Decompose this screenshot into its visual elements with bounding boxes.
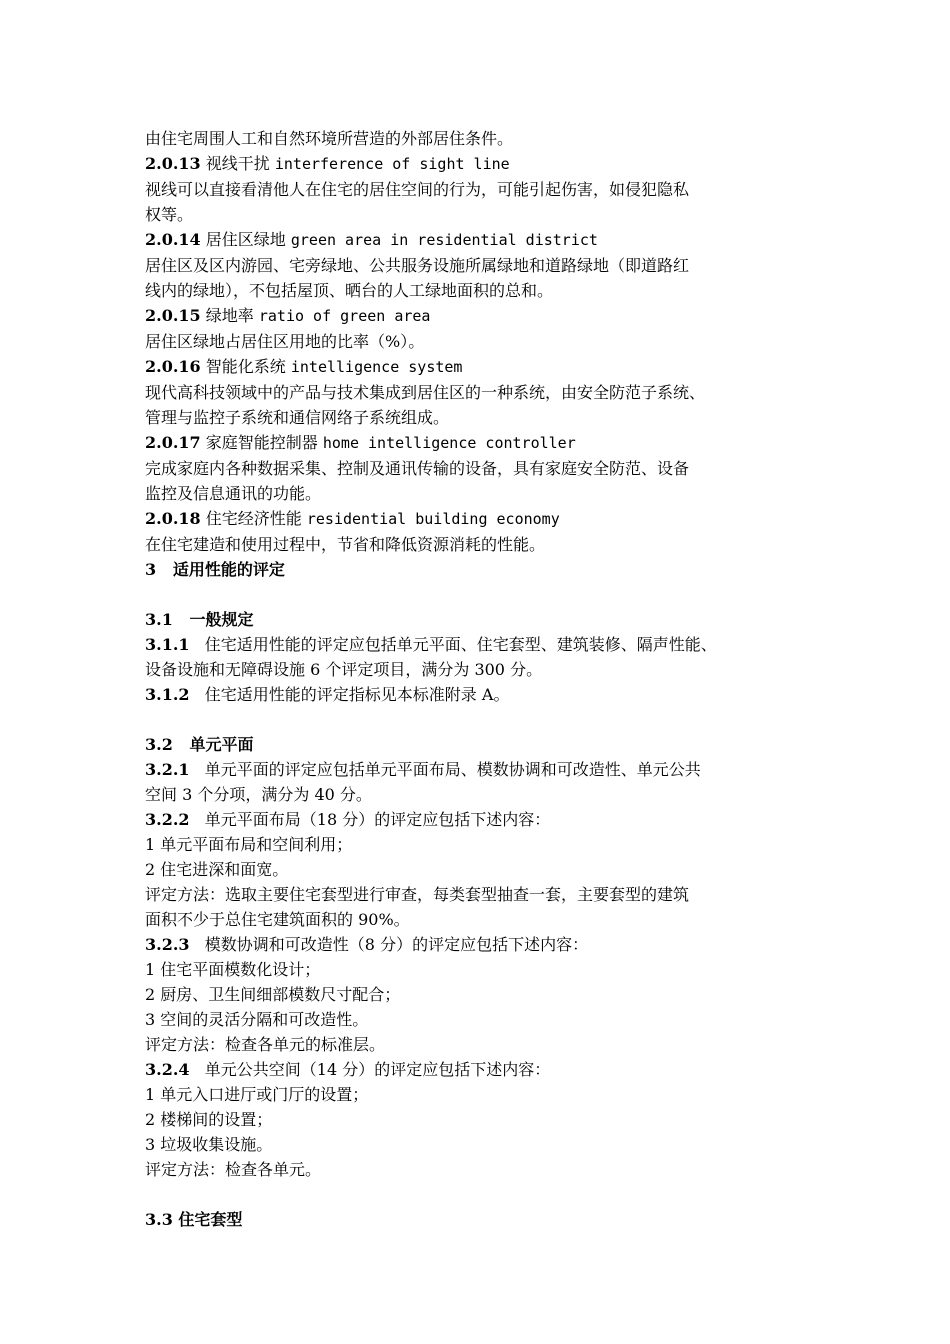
term-name: 智能化系统 [200,357,291,376]
clause-number: 2.0.16 [145,357,201,376]
term-english: ratio of green area [258,307,431,325]
clause-number: 2.0.13 [145,154,201,173]
clause-line [145,932,825,957]
term-english: interference of sight line [274,155,510,173]
clause-text: 单元平面布局（18 分）的评定应包括下述内容： [189,810,551,829]
clause-number: 2.0.14 [145,230,201,249]
blank-line [145,582,825,607]
body-text-line: 由住宅周围人工和自然环境所营造的外部居住条件。 [145,129,514,148]
body-text-line: 2 楼梯间的设置； [145,1110,273,1129]
clause-line [145,151,825,177]
body-text-line: 权等。 [145,205,194,224]
clause-number: 3.2.2 [145,810,190,829]
clause-number: 3.1.2 [145,685,190,704]
clause-number: 3.2.1 [145,760,190,779]
clause-text: 模数协调和可改造性（8 分）的评定应包括下述内容： [189,935,589,954]
body-text-line: 线内的绿地），不包括屋顶、晒台的人工绿地面积的总和。 [145,281,554,300]
body-text-line: 面积不少于总住宅建筑面积的 90%。 [145,910,410,929]
clause-line [145,354,825,380]
clause-number: 3.2.4 [145,1060,190,1079]
body-text-line: 2 住宅进深和面宽。 [145,860,289,879]
body-text-line: 管理与监控子系统和通信网络子系统组成。 [145,408,450,427]
section-heading: 3.2 单元平面 [145,735,254,754]
clause-line [145,632,825,657]
body-text-line: 3 空间的灵活分隔和可改造性。 [145,1010,369,1029]
term-english: home intelligence controller [322,434,576,452]
body-text-line: 完成家庭内各种数据采集、控制及通讯传输的设备，具有家庭安全防范、设备 [145,459,690,478]
body-text-line: 1 住宅平面模数化设计； [145,960,321,979]
term-english: green area in residential district [290,231,598,249]
clause-text: 住宅适用性能的评定指标见本标准附录 A。 [189,685,510,704]
clause-number: 2.0.15 [145,306,201,325]
section-heading: 3.3 住宅套型 [145,1210,243,1229]
term-english: residential building economy [306,510,560,528]
clause-number: 3.2.3 [145,935,190,954]
body-text-line: 评定方法：选取主要住宅套型进行审查，每类套型抽查一套，主要套型的建筑 [145,885,690,904]
body-text-line: 1 单元入口进厅或门厅的设置； [145,1085,369,1104]
body-text-line: 2 厨房、卫生间细部模数尺寸配合； [145,985,401,1004]
clause-line [145,430,825,456]
clause-line [145,227,825,253]
section-heading: 3.1 一般规定 [145,610,254,629]
term-name: 绿地率 [200,306,259,325]
body-text-line: 在住宅建造和使用过程中，节省和降低资源消耗的性能。 [145,535,546,554]
clause-text: 单元平面的评定应包括单元平面布局、模数协调和可改造性、单元公共 [189,760,701,779]
body-text-line: 现代高科技领域中的产品与技术集成到居住区的一种系统，由安全防范子系统、 [145,383,706,402]
blank-line [145,707,825,732]
term-name: 视线干扰 [200,154,275,173]
clause-line [145,757,825,782]
clause-line [145,682,825,707]
body-text-line: 设备设施和无障碍设施 6 个评定项目，满分为 300 分。 [145,660,543,679]
term-english: intelligence system [290,358,463,376]
clause-number: 2.0.18 [145,509,201,528]
body-text-line: 评定方法：检查各单元。 [145,1160,322,1179]
clause-line [145,506,825,532]
body-text-line: 1 单元平面布局和空间利用； [145,835,353,854]
document-page [145,126,825,1232]
clause-number: 2.0.17 [145,433,201,452]
clause-text: 单元公共空间（14 分）的评定应包括下述内容： [189,1060,551,1079]
body-text-line: 监控及信息通讯的功能。 [145,484,322,503]
body-text-line: 空间 3 个分项，满分为 40 分。 [145,785,372,804]
clause-number: 3.1.1 [145,635,190,654]
clause-line [145,807,825,832]
body-text-line: 评定方法：检查各单元的标准层。 [145,1035,386,1054]
clause-line [145,303,825,329]
term-name: 家庭智能控制器 [200,433,323,452]
clause-line [145,1057,825,1082]
body-text-line: 3 垃圾收集设施。 [145,1135,273,1154]
clause-text: 住宅适用性能的评定应包括单元平面、住宅套型、建筑装修、隔声性能、 [189,635,717,654]
blank-line [145,1182,825,1207]
term-name: 住宅经济性能 [200,509,307,528]
body-text-line: 视线可以直接看清他人在住宅的居住空间的行为，可能引起伤害，如侵犯隐私 [145,180,690,199]
body-text-line: 居住区绿地占居住区用地的比率（%）。 [145,332,425,351]
section-heading: 3 适用性能的评定 [145,560,285,579]
term-name: 居住区绿地 [200,230,291,249]
body-text-line: 居住区及区内游园、宅旁绿地、公共服务设施所属绿地和道路绿地（即道路红 [145,256,690,275]
